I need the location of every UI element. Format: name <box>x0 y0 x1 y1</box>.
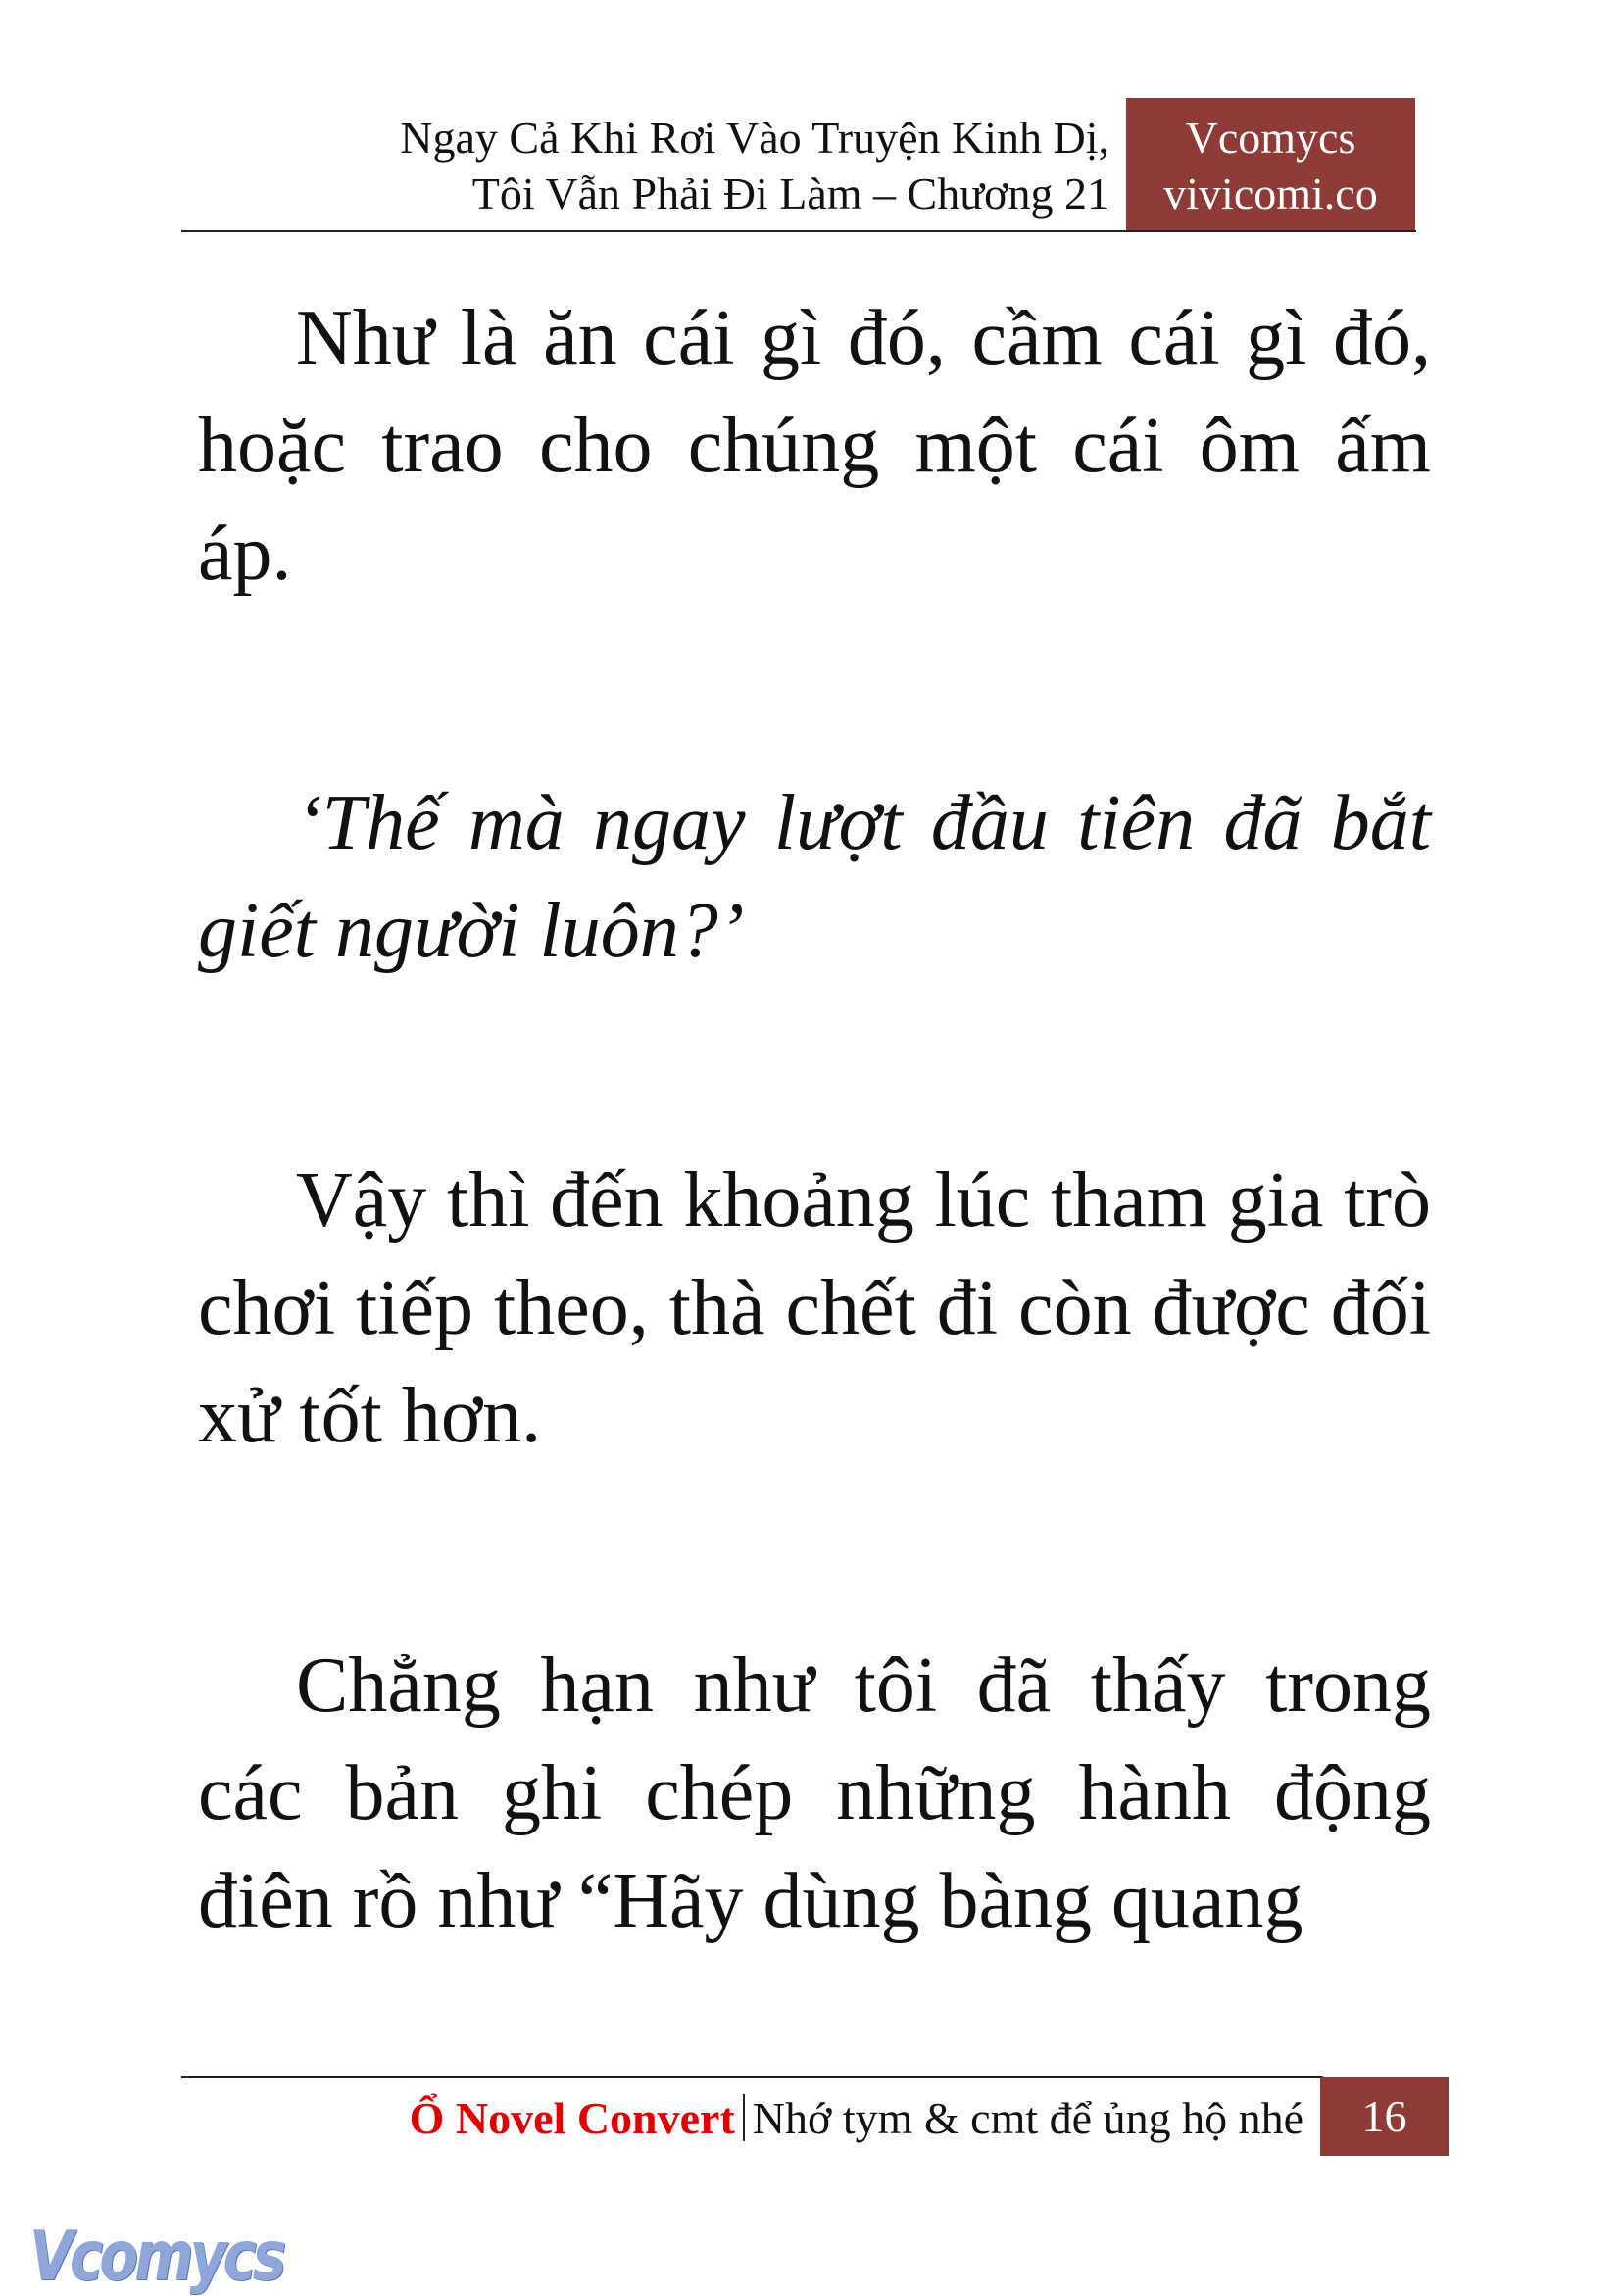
paragraph: Vậy thì đến khoảng lúc tham gia trò chơi tiếp theo, thà chết đi còn được đối xử tốt hơn. <box>198 1157 1431 1459</box>
footer-text <box>410 2089 1303 2148</box>
page-number: 16 <box>1320 2077 1449 2156</box>
running-header-title <box>400 110 1109 221</box>
footer-separator <box>743 2094 745 2141</box>
header-title-line-1: Ngay Cả Khi Rơi Vào Truyện Kinh Dị, <box>400 113 1109 163</box>
page-body <box>198 284 1431 2117</box>
paragraph-italic-thought: ‘Thế mà ngay lượt đầu tiên đã bắt giết người luôn?’ <box>198 780 1431 974</box>
header-divider <box>181 230 1416 232</box>
header-brand-box <box>1126 98 1415 232</box>
footer-divider <box>181 2076 1323 2078</box>
header-brand-site: vivicomi.co <box>1163 169 1378 219</box>
paragraph: Chẳng hạn như tôi đã thấy trong các bản ghi chép những hành động điên rồ như “Hãy dùng bàng quang <box>198 1642 1431 1944</box>
header-title-line-2: Tôi Vẫn Phải Đi Làm – Chương 21 <box>471 169 1109 219</box>
footer-message: Nhớ tym & cmt để ủng hộ nhé <box>752 2093 1303 2143</box>
header-brand-name: Vcomycs <box>1185 113 1356 163</box>
paragraph: Như là ăn cái gì đó, cầm cái gì đó, hoặc trao cho chúng một cái ôm ấm áp. <box>198 295 1431 597</box>
vcomycs-logo-watermark: Vcomycs <box>29 2216 283 2296</box>
footer-brand: Ổ Novel Convert <box>409 2093 735 2143</box>
